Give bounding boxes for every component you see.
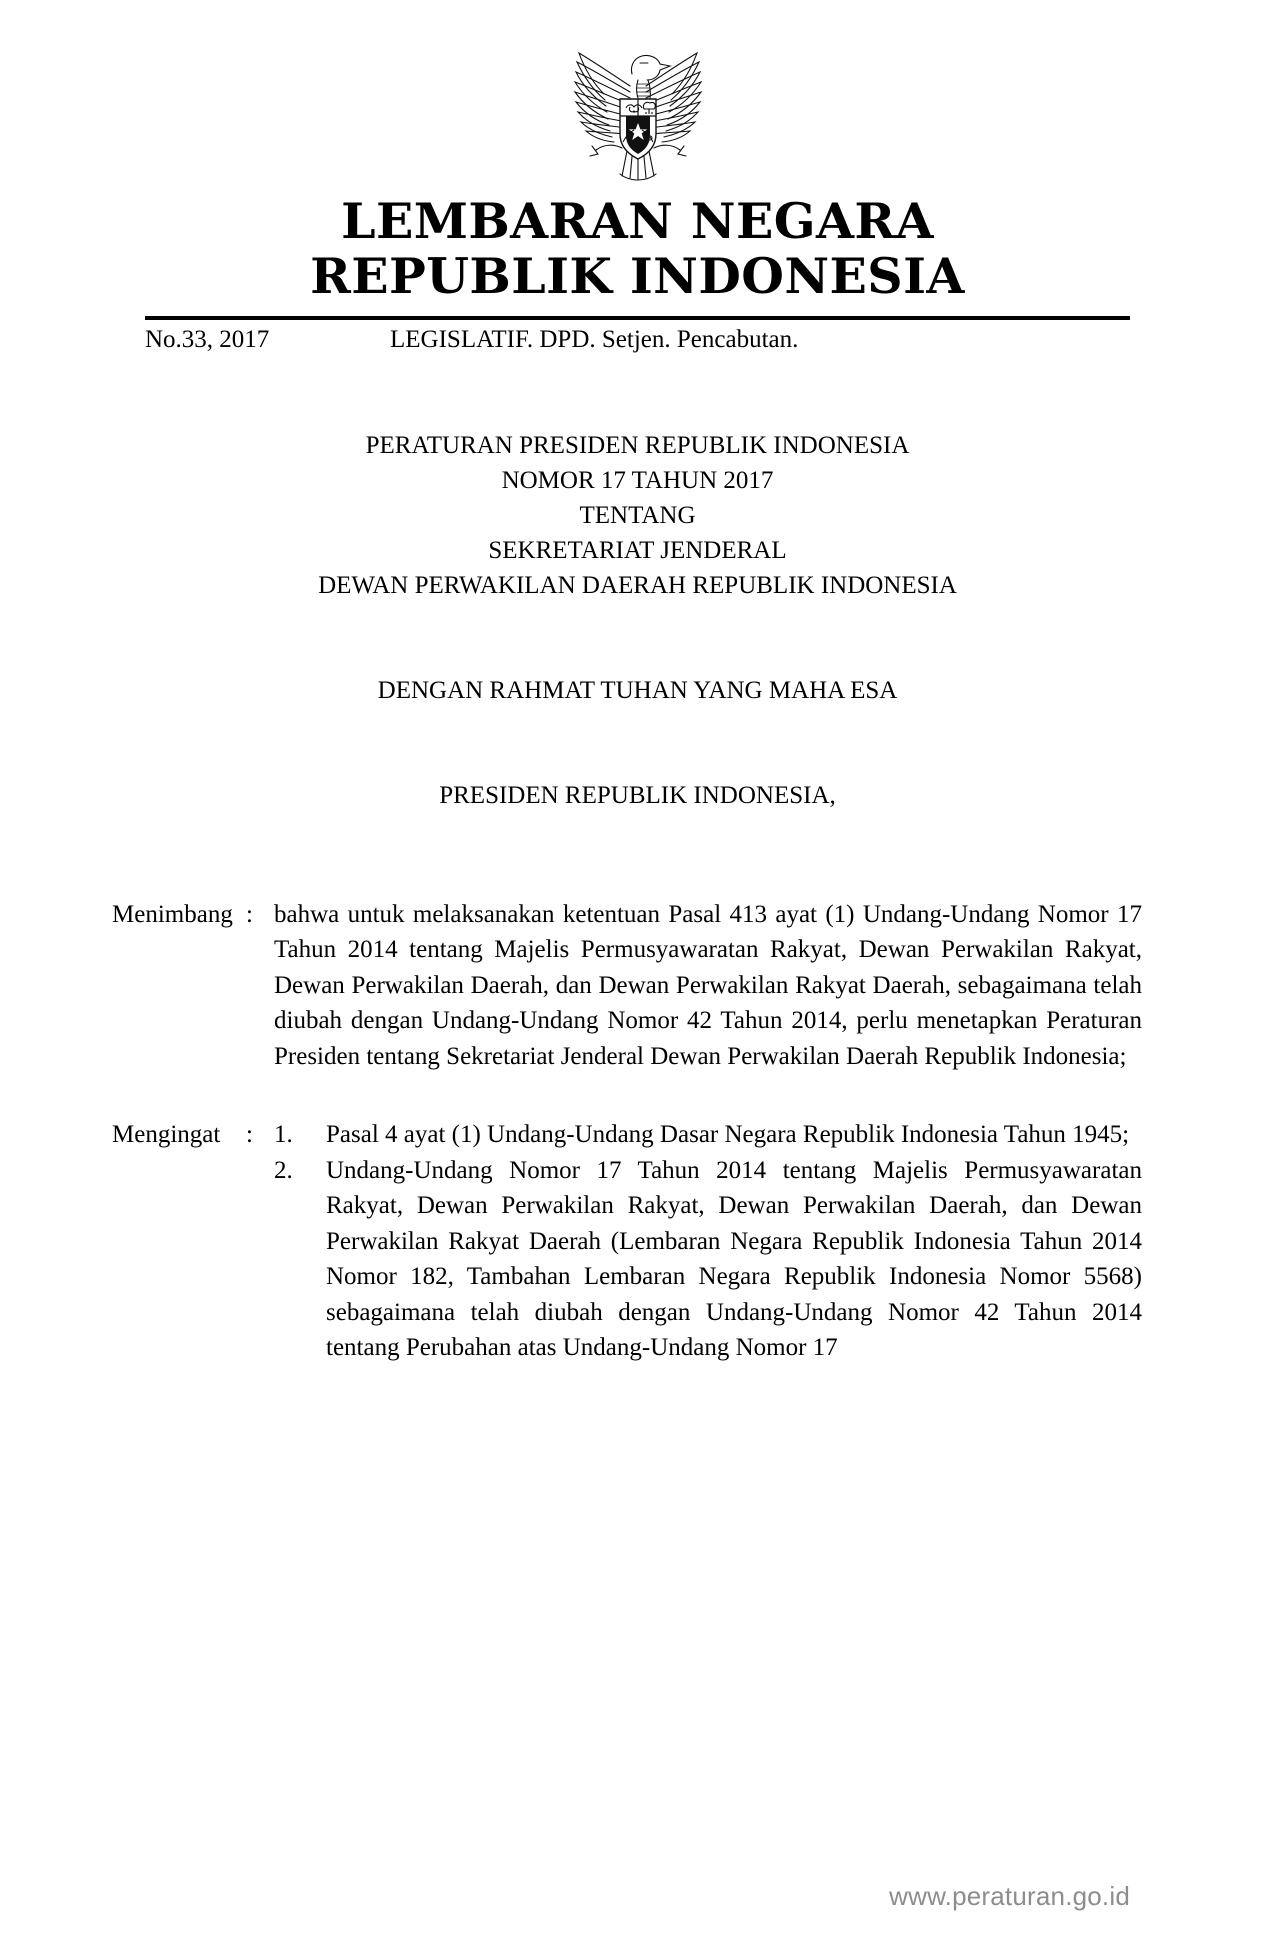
masthead-divider bbox=[145, 316, 1130, 320]
regulation-title-block bbox=[0, 428, 1275, 813]
clause-label-menimbang: Menimbang bbox=[112, 900, 233, 928]
masthead-title bbox=[0, 194, 1275, 304]
title-line-1: PERATURAN PRESIDEN REPUBLIK INDONESIA bbox=[365, 431, 910, 459]
footer-watermark: www.peraturan.go.id bbox=[889, 1881, 1130, 1911]
title-line-2: NOMOR 17 TAHUN 2017 bbox=[501, 466, 774, 494]
clause-body-menimbang bbox=[274, 897, 1142, 1075]
masthead-title-line2: REPUBLIK INDONESIA bbox=[310, 246, 965, 305]
clause-body-mengingat bbox=[274, 1117, 1142, 1366]
list-item-text-2: Undang-Undang Nomor 17 Tahun 2014 tentang Majelis Permusyawaratan Rakyat, Dewan Perwakilan Rakyat, Dewan Perwakilan Daerah, dan Dewan Perwakilan Rakyat Daerah (Lembaran Negara Republik Indonesia Tahun 2014 Nomor 182, Tambahan Lembaran Negara Republik Indonesia Nomor 5568) sebagaimana telah diubah dengan Undang-Undang Nomor 42 Tahun 2014 tentang Perubahan atas Undang-Undang Nomor 17 bbox=[326, 1156, 1142, 1362]
gazette-number: No.33, 2017 bbox=[145, 325, 270, 353]
mengingat-list bbox=[274, 1117, 1142, 1366]
title-line-4: SEKRETARIAT JENDERAL bbox=[488, 536, 787, 564]
clause-colon-menimbang: : bbox=[246, 900, 253, 928]
list-item-text-1: Pasal 4 ayat (1) Undang-Undang Dasar Negara Republik Indonesia Tahun 1945; bbox=[326, 1121, 1130, 1149]
title-line-5: DEWAN PERWAKILAN DAERAH REPUBLIK INDONESIA bbox=[318, 571, 957, 599]
gazette-meta-row bbox=[145, 326, 1130, 354]
garuda-pancasila-emblem bbox=[552, 34, 724, 184]
clause-menimbang bbox=[112, 897, 1142, 1075]
menimbang-paragraph: bahwa untuk melaksanakan ketentuan Pasal 413 ayat (1) Undang-Undang Nomor 17 Tahun 2014 tentang Majelis Permusyawaratan Rakyat, Dewan Perwakilan Rakyat, Dewan Perwakilan Daerah, dan Dewan Perwakilan Rakyat Daerah, sebagaimana telah diubah dengan Undang-Undang Nomor 42 Tahun 2014, perlu menetapkan Peraturan Presiden tentang Sekretariat Jenderal Dewan Perwakilan Daerah Republik Indonesia; bbox=[274, 900, 1142, 1070]
clause-mengingat bbox=[112, 1117, 1142, 1366]
masthead bbox=[0, 0, 1275, 304]
clause-label-mengingat: Mengingat bbox=[112, 1121, 221, 1149]
document-body bbox=[112, 897, 1142, 1366]
list-item bbox=[274, 1153, 1142, 1366]
masthead-title-line1: LEMBARAN NEGARA bbox=[341, 192, 934, 250]
title-line-7: PRESIDEN REPUBLIK INDONESIA, bbox=[439, 781, 836, 809]
list-item-marker-1: 1. bbox=[274, 1121, 293, 1149]
gazette-subject: LEGISLATIF. DPD. Setjen. Pencabutan. bbox=[390, 325, 799, 353]
list-item bbox=[274, 1117, 1142, 1153]
title-line-6: DENGAN RAHMAT TUHAN YANG MAHA ESA bbox=[377, 676, 898, 704]
title-line-3: TENTANG bbox=[579, 501, 696, 529]
clause-colon-mengingat: : bbox=[246, 1121, 253, 1149]
list-item-marker-2: 2. bbox=[274, 1156, 293, 1184]
